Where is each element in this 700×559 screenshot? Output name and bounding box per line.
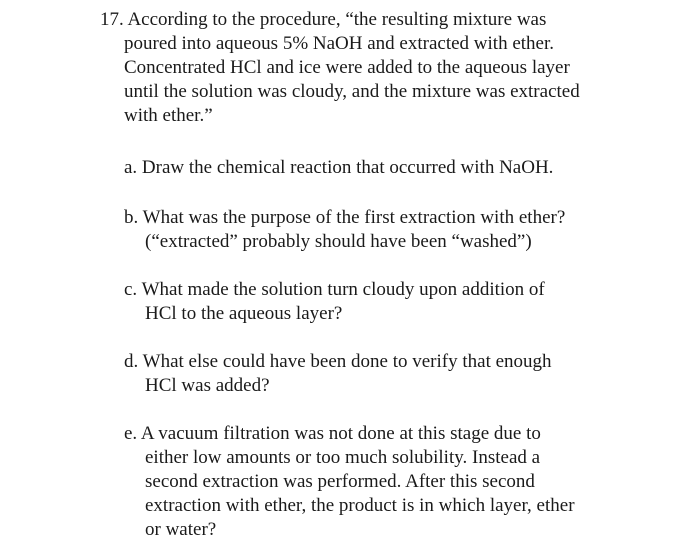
part-b-line: (“extracted” probably should have been “washed”) [145,231,532,252]
part-d [124,350,644,398]
question-line: poured into aqueous 5% NaOH and extracted with ether. [124,33,555,54]
question-17-stem [100,8,660,128]
question-line: Concentrated HCl and ice were added to the aqueous layer [124,57,570,78]
part-e-line: extraction with ether, the product is in which layer, ether [145,495,575,516]
part-c [124,278,644,326]
part-e-line: or water? [145,519,217,540]
question-line: with ether.” [124,105,213,126]
part-a [124,156,644,180]
part-c-line: HCl to the aqueous layer? [145,303,343,324]
part-e-line: e. A vacuum filtration was not done at this stage due to [124,423,541,444]
part-b [124,206,644,254]
part-d-line: HCl was added? [145,375,270,396]
part-e-line: either low amounts or too much solubility. Instead a [145,447,541,468]
part-a-line: a. Draw the chemical reaction that occurred with NaOH. [124,157,554,178]
part-b-line: b. What was the purpose of the first extraction with ether? [124,207,566,228]
part-d-line: d. What else could have been done to verify that enough [124,351,552,372]
part-e [124,422,644,542]
question-line: until the solution was cloudy, and the mixture was extracted [124,81,580,102]
part-c-line: c. What made the solution turn cloudy upon addition of [124,279,545,300]
part-e-line: second extraction was performed. After this second [145,471,535,492]
question-line: 17. According to the procedure, “the resulting mixture was [100,9,547,30]
